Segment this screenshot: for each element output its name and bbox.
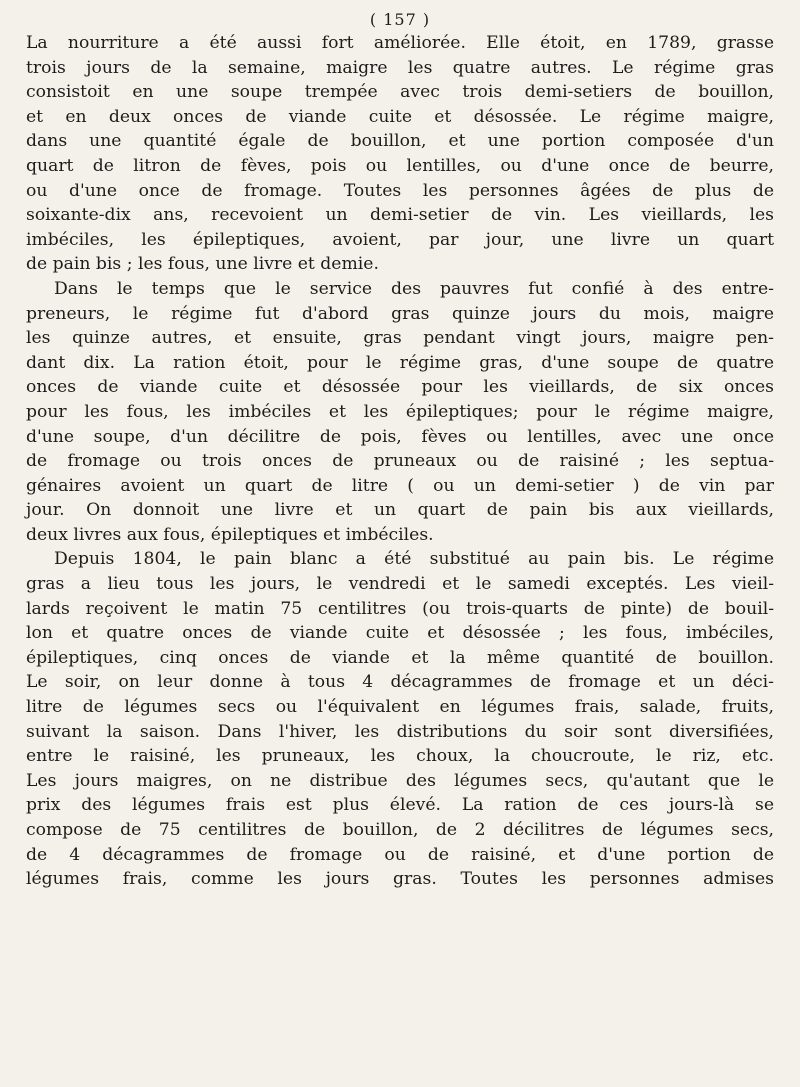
text-line: litre de légumes secs ou l'équivalent en légumes frais, salade, fruits, [26, 697, 774, 718]
text-line: Depuis 1804, le pain blanc a été substitué au pain bis. Le régime [54, 549, 774, 570]
text-line: de 4 décagrammes de fromage ou de raisiné, et d'une portion de [26, 844, 774, 865]
text-line: lon et quatre onces de viande cuite et désossée ; les fous, imbéciles, [26, 623, 774, 644]
text-line: épileptiques, cinq onces de viande et la même quantité de bouillon. [26, 647, 774, 668]
text-line: et en deux onces de viande cuite et désossée. Le régime maigre, [26, 106, 774, 127]
text-line: les quinze autres, et ensuite, gras pendant vingt jours, maigre pen- [26, 328, 774, 349]
text-line: ou d'une once de fromage. Toutes les personnes âgées de plus de [26, 180, 774, 201]
text-line: La nourriture a été aussi fort améliorée. Elle étoit, en 1789, grasse [26, 33, 774, 53]
text-line: trois jours de la semaine, maigre les quatre autres. Le régime gras [26, 57, 774, 78]
text-line: preneurs, le régime fut d'abord gras quinze jours du mois, maigre [26, 303, 774, 324]
text-line: compose de 75 centilitres de bouillon, de 2 décilitres de légumes secs, [26, 820, 774, 840]
text-line: onces de viande cuite et désossée pour les vieillards, de six onces [26, 377, 774, 398]
text-line: gras a lieu tous les jours, le vendredi et le samedi exceptés. Les vieil- [26, 574, 774, 595]
page-number: ( 157 ) [369, 10, 431, 29]
text-line: prix des légumes frais est plus élevé. La ration de ces jours-là se [26, 795, 774, 816]
text-line: lards reçoivent le matin 75 centilitres (ou trois-quarts de pinte) de bouil- [26, 598, 774, 619]
paragraph-3 [26, 547, 774, 891]
text-line: deux livres aux fous, épileptiques et imbéciles. [26, 524, 434, 545]
text-line: Les jours maigres, on ne distribue des légumes secs, qu'autant que le [26, 770, 774, 791]
text-line: quart de litron de fèves, pois ou lentilles, ou d'une once de beurre, [26, 155, 774, 176]
text-line: de fromage ou trois onces de pruneaux ou de raisiné ; les septua- [26, 451, 774, 472]
text-line: légumes frais, comme les jours gras. Toutes les personnes admises [26, 869, 774, 890]
paragraph-1 [26, 31, 774, 277]
text-line: suivant la saison. Dans l'hiver, les distributions du soir sont diversifiées, [26, 721, 774, 742]
text-line: dans une quantité égale de bouillon, et une portion composée d'un [26, 131, 774, 152]
text-line: Le soir, on leur donne à tous 4 décagrammes de fromage et un déci- [26, 672, 774, 693]
text-line: soixante-dix ans, recevoient un demi-setier de vin. Les vieillards, les [26, 205, 774, 226]
text-line: pour les fous, les imbéciles et les épileptiques; pour le régime maigre, [26, 401, 774, 422]
text-line: dant dix. La ration étoit, pour le régime gras, d'une soupe de quatre [26, 352, 774, 373]
page-body [26, 31, 774, 892]
text-line: entre le raisiné, les pruneaux, les choux, la choucroute, le riz, etc. [26, 746, 774, 767]
text-line: imbéciles, les épileptiques, avoient, par jour, une livre un quart [26, 229, 774, 250]
text-line: génaires avoient un quart de litre ( ou un demi-setier ) de vin par [26, 475, 774, 496]
text-line: de pain bis ; les fous, une livre et demie. [26, 254, 379, 275]
text-line: d'une soupe, d'un décilitre de pois, fèves ou lentilles, avec une once [26, 426, 774, 447]
text-line: jour. On donnoit une livre et un quart de pain bis aux vieillards, [26, 500, 774, 521]
text-line: Dans le temps que le service des pauvres fut confié à des entre- [54, 278, 774, 299]
paragraph-2 [26, 277, 774, 548]
text-line: consistoit en une soupe trempée avec trois demi-setiers de bouillon, [26, 82, 774, 103]
